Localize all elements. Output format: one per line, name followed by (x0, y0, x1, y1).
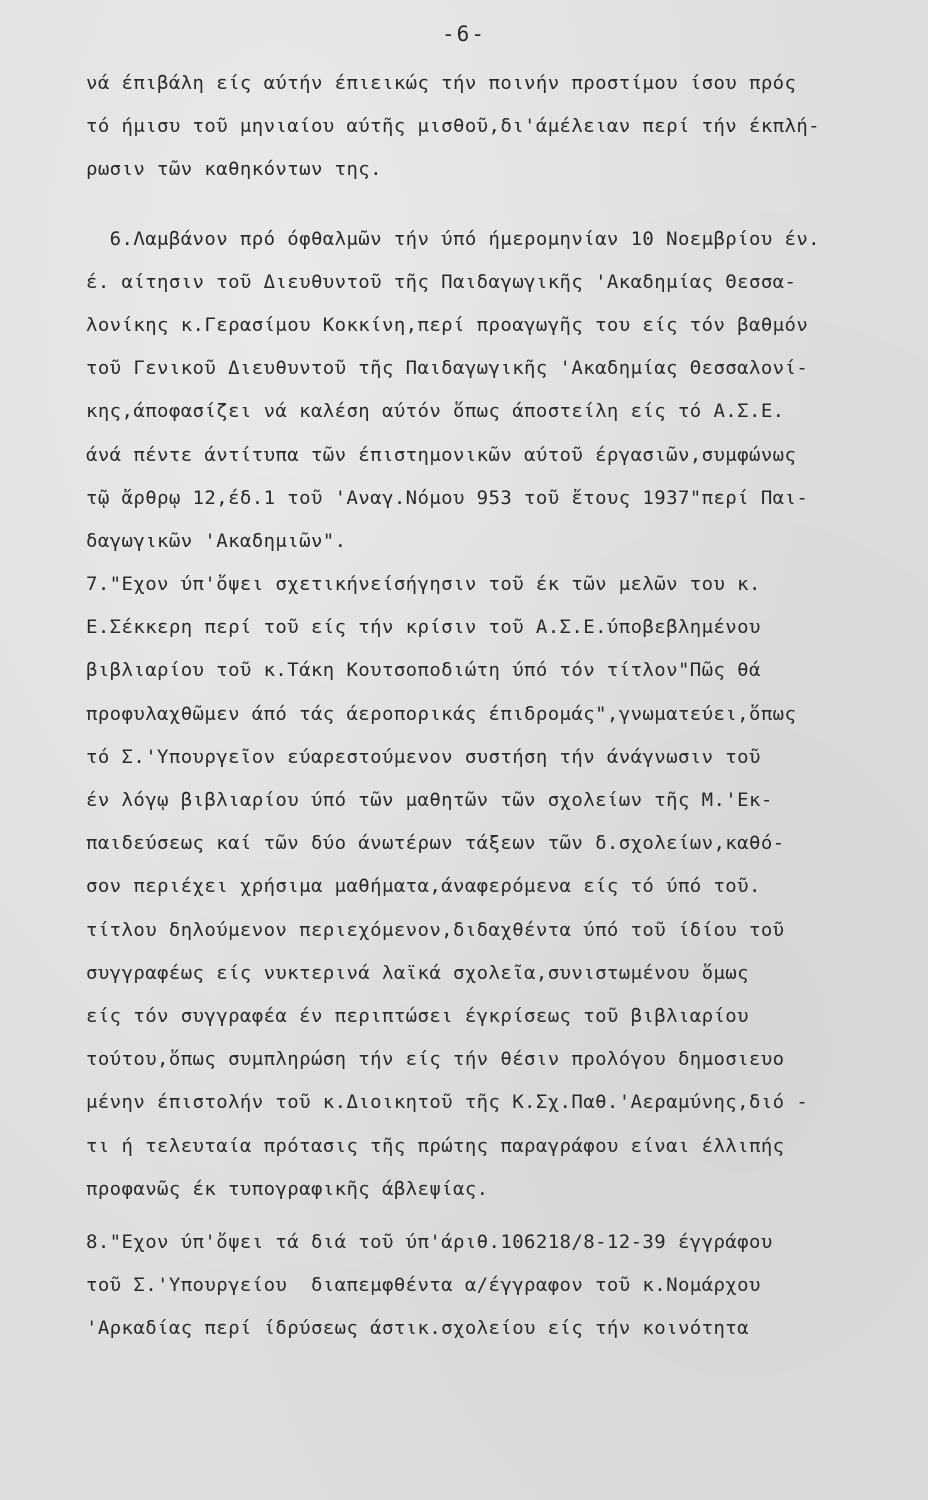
text-line: παιδεύσεως καί τῶν δύο άνωτέρων τάξεων τῶν δ.σχολείων,καθό- (86, 832, 785, 855)
paragraph-item-6 (86, 218, 902, 564)
text-line: τό ήμισυ τοῦ μηνιαίου αύτῆς μισθοῦ,δι'άμέλειαν περί τήν έκπλή- (86, 115, 821, 138)
text-line: 8."Εχον ύπ'ὄψει τά διά τοῦ ύπ'άριθ.106218/8-12-39 έγγράφου (86, 1230, 773, 1253)
text-line: τίτλου δηλούμενον περιεχόμενον,διδαχθέντα ύπό τοῦ ίδίου τοῦ (86, 918, 785, 941)
paragraph-item-8 (86, 1221, 902, 1351)
text-line: Ε.Σέκκερη περί τοῦ είς τήν κρίσιν τοῦ Α.Σ.Ε.ύποβεβλημένου (86, 616, 761, 639)
text-line: τό Σ.'Υπουργεῖον εύαρεστούμενον συστήση τήν άνάγνωσιν τοῦ (86, 745, 761, 768)
text-line: 6.Λαμβάνον πρό όφθαλμῶν τήν ύπό ήμερομηνίαν 10 Νοεμβρίου έν. (86, 227, 821, 250)
text-line: άνά πέντε άντίτυπα τῶν έπιστημονικῶν αύτοῦ έργασιῶν,συμφώνως (86, 443, 797, 466)
text-line: σον περιέχει χρήσιμα μαθήματα,άναφερόμενα είς τό ύπό τοῦ. (86, 875, 761, 898)
text-line: 'Αρκαδίας περί ίδρύσεως άστικ.σχολείου είς τήν κοινότητα (86, 1317, 749, 1340)
text-line: 7."Εχον ύπ'ὄψει σχετικήνείσήγησιν τοῦ έκ τῶν μελῶν του κ. (86, 573, 761, 596)
text-line: τοῦ Σ.'Υπουργείου διαπεμφθέντα α/έγγραφον τοῦ κ.Νομάρχου (86, 1274, 761, 1297)
text-line: τοῦ Γενικοῦ Διευθυντοῦ τῆς Παιδαγωγικῆς 'Ακαδημίας Θεσσαλονί- (86, 357, 809, 380)
text-line: κης,άποφασίζει νά καλέση αύτόν ὅπως άποστείλη είς τό Α.Σ.Ε. (86, 400, 785, 423)
paragraph-item-7 (86, 563, 902, 1211)
text-line: νά έπιβάλη είς αύτήν έπιεικώς τήν ποινήν προστίμου ίσου πρός (86, 72, 797, 94)
text-line: ρωσιν τῶν καθηκόντων της. (86, 158, 382, 181)
text-line: τῷ ἄρθρῳ 12,έδ.1 τοῦ 'Αναγ.Νόμου 953 τοῦ ἔτους 1937"περί Παι- (86, 486, 809, 509)
text-line: λονίκης κ.Γερασίμου Κοκκίνη,περί προαγωγῆς του είς τόν βαθμόν (86, 313, 809, 336)
text-line: συγγραφέως είς νυκτερινά λαϊκά σχολεῖα,συνιστωμένου ὅμως (86, 961, 749, 984)
text-line: προφυλαχθῶμεν άπό τάς άεροπορικάς έπιδρομάς",γνωματεύει,ὅπως (86, 702, 797, 725)
paragraph-1-continuation (86, 62, 902, 192)
text-line: έ. αίτησιν τοῦ Διευθυντοῦ τῆς Παιδαγωγικῆς 'Ακαδημίας Θεσσα- (86, 270, 797, 293)
text-line: είς τόν συγγραφέα έν περιπτώσει έγκρίσεως τοῦ βιβλιαρίου (86, 1004, 749, 1027)
text-line: τούτου,ὅπως συμπληρώση τήν είς τήν θέσιν προλόγου δημοσιευο (86, 1048, 785, 1071)
text-line: βιβλιαρίου τοῦ κ.Τάκη Κουτσοποδιώτη ύπό τόν τίτλον"Πῶς θά (86, 659, 761, 682)
text-line: δαγωγικῶν 'Ακαδημιῶν". (86, 529, 347, 552)
text-line: προφανῶς έκ τυπογραφικῆς άβλεψίας. (86, 1177, 489, 1200)
text-line: έν λόγῳ βιβλιαρίου ύπό τῶν μαθητῶν τῶν σχολείων τῆς Μ.'Εκ- (86, 789, 773, 811)
document-body (86, 62, 902, 1350)
text-line: μένην έπιστολήν τοῦ κ.Διοικητοῦ τῆς Κ.Σχ.Παθ.'Αεραμύνης,διό - (86, 1091, 809, 1114)
page-number: -6- (442, 22, 486, 46)
text-line: τι ή τελευταία πρότασις τῆς πρώτης παραγράφου είναι έλλιπής (86, 1134, 785, 1157)
